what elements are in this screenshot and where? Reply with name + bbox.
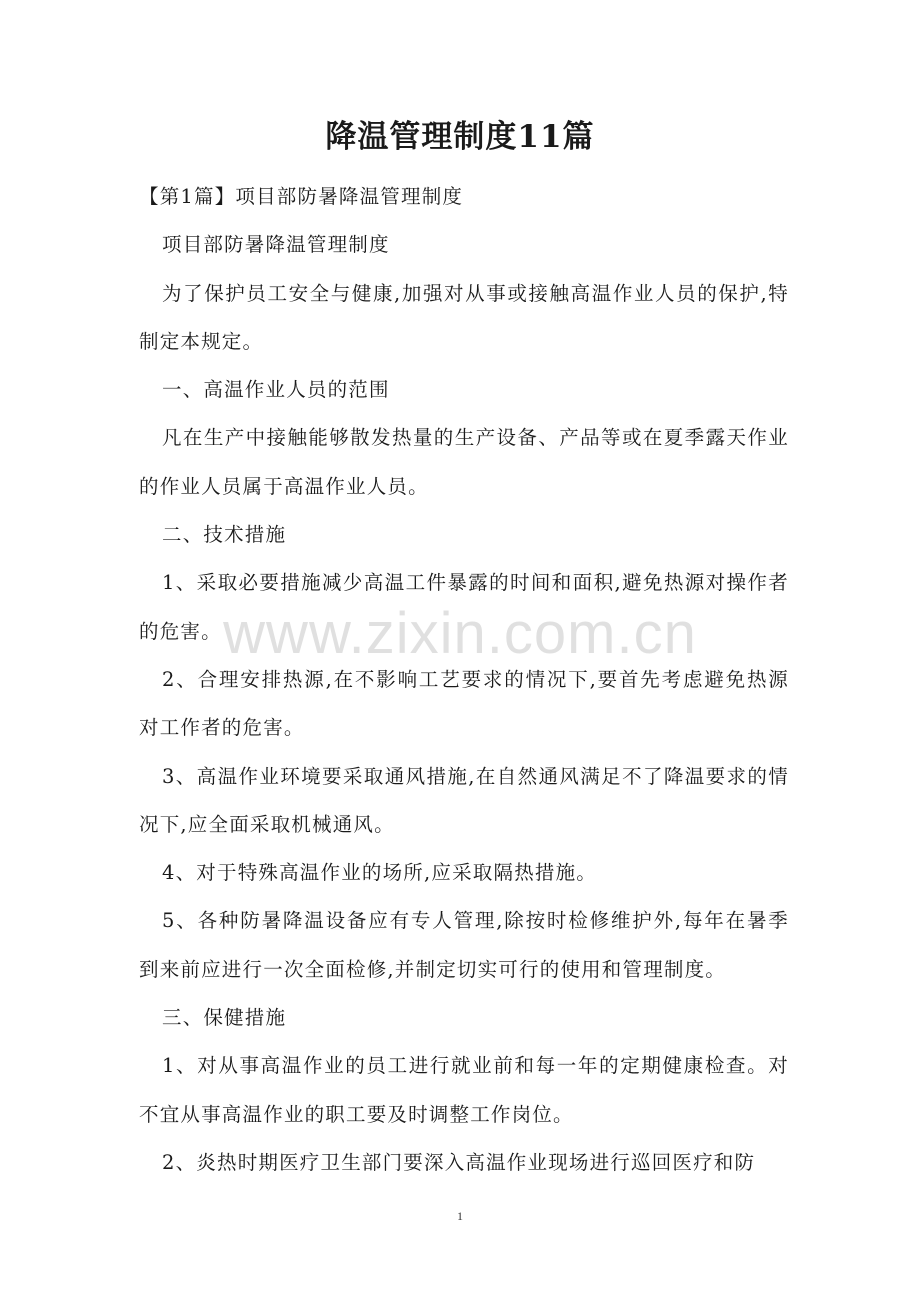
paragraph: 5、各种防暑降温设备应有专人管理,除按时检修维护外,每年在暑季到来前应进行一次全面检修,并制定切实可行的使用和管理制度。 — [139, 909, 789, 981]
paragraph: 二、技术措施 — [162, 523, 287, 547]
watermark: www.zixin.com.cn — [223, 601, 697, 666]
paragraph: 三、保健措施 — [162, 1006, 287, 1030]
paragraph: 为了保护员工安全与健康,加强对从事或接触高温作业人员的保护,特制定本规定。 — [139, 281, 789, 353]
document-title: 降温管理制度11篇 — [325, 119, 595, 155]
paragraph: 1、采取必要措施减少高温工件暴露的时间和面积,避免热源对操作者的危害。 — [139, 571, 789, 643]
paragraph: 4、对于特殊高温作业的场所,应采取隔热措施。 — [162, 861, 598, 885]
paragraph: 凡在生产中接触能够散发热量的生产设备、产品等或在夏季露天作业的作业人员属于高温作业人员。 — [139, 426, 789, 498]
section-heading: 【第1篇】项目部防暑降温管理制度 — [139, 185, 464, 208]
paragraph: 2、合理安排热源,在不影响工艺要求的情况下,要首先考虑避免热源对工作者的危害。 — [139, 667, 789, 740]
paragraph: 3、高温作业环境要采取通风措施,在自然通风满足不了降温要求的情况下,应全面采取机械通风。 — [139, 764, 789, 836]
paragraph: 1、对从事高温作业的员工进行就业前和每一年的定期健康检查。对不宜从事高温作业的职工要及时调整工作岗位。 — [139, 1054, 789, 1126]
page-number: 1 — [457, 1209, 463, 1223]
paragraph: 一、高温作业人员的范围 — [162, 378, 390, 402]
paragraph: 项目部防暑降温管理制度 — [162, 233, 390, 257]
document-body — [139, 173, 789, 1187]
paragraph: 2、炎热时期医疗卫生部门要深入高温作业现场进行巡回医疗和防 — [162, 1150, 756, 1174]
